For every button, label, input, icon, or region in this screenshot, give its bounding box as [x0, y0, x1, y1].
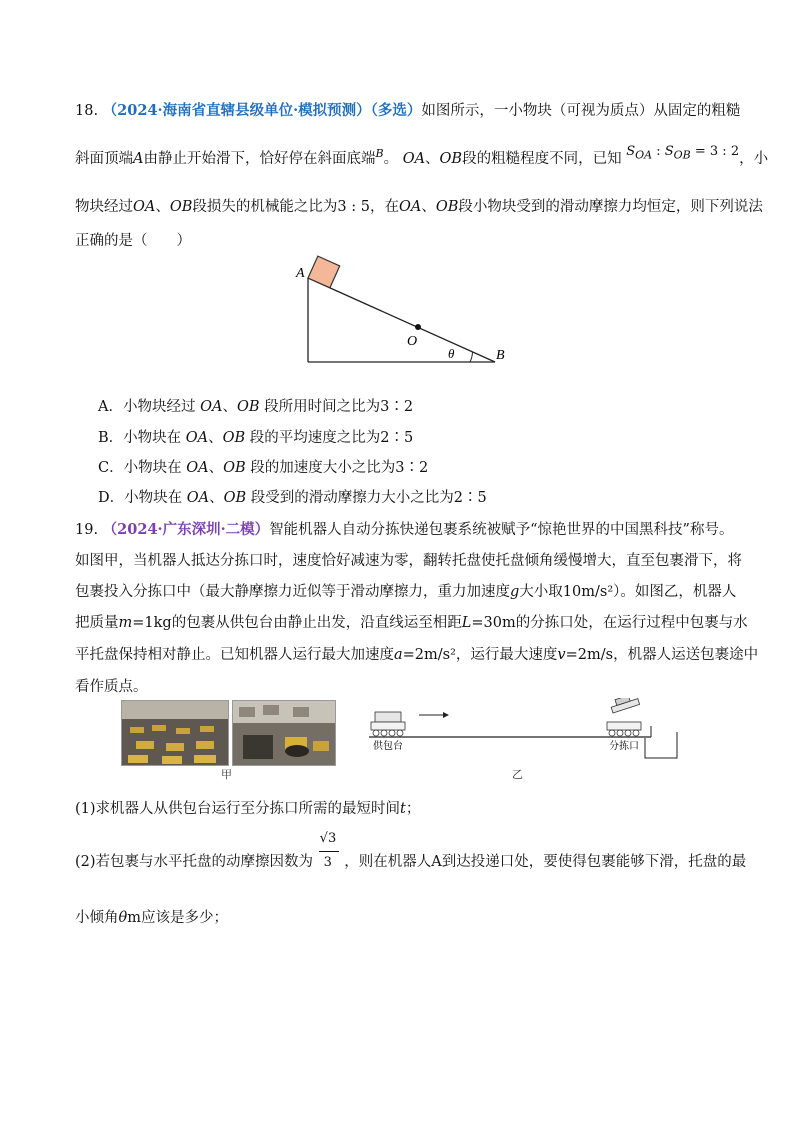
q19-text: 把质量 [75, 615, 119, 631]
q19-sub2 [75, 831, 747, 871]
robot-sort [607, 698, 641, 736]
q19-text: (2)若包裹与水平托盘的动摩擦因数为 [75, 854, 314, 870]
var-v: v [557, 647, 566, 663]
q19-text: =2m/s²，运行最大速度 [402, 647, 558, 663]
label-theta: θ [448, 346, 455, 361]
q18-line-1 [75, 99, 740, 120]
segment-ob: OB [222, 430, 246, 446]
segment-oa: OA [186, 490, 210, 506]
option-text: 小物块在 [123, 460, 182, 476]
chute-bin [645, 732, 677, 758]
q18-text: 。 [383, 151, 399, 167]
option-a[interactable] [98, 395, 413, 416]
q18-text: 正确的是（ ） [75, 233, 191, 249]
fraction-denominator: 3 [323, 855, 332, 870]
q19-number: 19. [75, 522, 99, 538]
q18-text: 物块经过 [75, 199, 133, 215]
segment-ob: OB [169, 199, 193, 215]
q18-line-3 [75, 195, 763, 216]
label-b: B [496, 348, 505, 363]
segment-ob: OB [439, 151, 463, 167]
photo-sorting-floor-2 [232, 700, 336, 766]
ratio-s: S [626, 144, 636, 159]
q19-line-5 [75, 643, 758, 664]
option-b[interactable] [98, 426, 413, 447]
q18-line-4 [75, 229, 191, 250]
segment-ob: OB [223, 460, 246, 476]
fraction-numerator: √3 [319, 831, 337, 846]
g-value: 10m/s² [562, 584, 614, 600]
q18-line1-text: 如图所示，一小物块（可视为质点）从固定的粗糙 [421, 103, 741, 119]
block [308, 256, 340, 288]
segment-oa: OA [402, 151, 426, 167]
q19-text: =2m/s，机器人运送包裹途中 [565, 647, 759, 663]
separator: 、 [155, 199, 170, 215]
q19-text: 看作质点。 [75, 679, 148, 695]
q19-line-2 [75, 549, 742, 570]
point-o-dot [415, 324, 421, 330]
option-letter: B． [98, 430, 124, 446]
ratio-sub-oa: OA [635, 148, 653, 162]
q19-line-3 [75, 580, 736, 601]
fraction-bar [319, 851, 339, 852]
q19-text: 大小取 [519, 584, 563, 600]
figure-label-yi: 乙 [512, 768, 523, 781]
option-letter: C． [98, 460, 124, 476]
q18-text: ，在 [369, 199, 399, 215]
option-text: 小物块在 [123, 430, 182, 446]
photo-sorting-floor-1 [121, 700, 229, 766]
q18-number: 18. [75, 103, 99, 119]
q19-text: ）。如图乙，机器人 [613, 584, 737, 600]
option-text: 小物块在 [124, 490, 183, 506]
segment-ob: OB [435, 199, 459, 215]
option-text: 段的加速度大小之比为3∶2 [250, 460, 429, 476]
var-g: g [510, 584, 520, 600]
separator: 、 [208, 460, 224, 476]
q19-line-1 [75, 518, 733, 539]
q18-line-2 [75, 144, 769, 170]
q18-source: （2024·海南省直辖县级单位·模拟预测）（多选） [102, 102, 422, 119]
energy-ratio: 3 : 5 [337, 199, 370, 215]
q18-text: 段的粗糙程度不同，已知 [462, 151, 622, 167]
figure-label-jia: 甲 [221, 768, 232, 781]
q19-text: ； [405, 801, 421, 817]
var-a: a [394, 647, 403, 663]
option-text: 段所用时间之比为3∶2 [264, 399, 414, 415]
segment-oa: OA [186, 460, 209, 476]
segment-oa: OA [398, 199, 422, 215]
q19-text: 如图甲，当机器人抵达分拣口时，速度恰好减速为零，翻转托盘使托盘倾角缓慢增大，直至包裹滑下，将 [75, 553, 742, 569]
ratio-colon: : [652, 144, 665, 159]
q19-text: (1)求机器人从供包台运行至分拣口所需的最短时间 [75, 801, 401, 817]
option-c[interactable] [98, 456, 428, 477]
robot-supply [371, 712, 405, 736]
incline-slope [308, 278, 495, 362]
var-m: m [118, 615, 133, 631]
q18-text: 段损失的机械能之比为 [192, 199, 338, 215]
q19-text: m应该是多少； [127, 910, 228, 926]
area-ratio-formula [626, 144, 740, 162]
segment-ob: OB [223, 490, 247, 506]
var-theta: θ [118, 910, 128, 926]
q19-text: 包裹投入分拣口中（最大静摩擦力近似等于滑动摩擦力，重力加速度 [75, 584, 510, 600]
option-text: 段受到的滑动摩擦力大小之比为2∶5 [250, 490, 487, 506]
q19-source: （2024·广东深圳·二模） [102, 521, 270, 538]
separator: 、 [222, 399, 237, 415]
separator: 、 [209, 490, 224, 506]
option-text: 段的平均速度之比为2∶5 [249, 430, 414, 446]
q19-sub2-cont [75, 906, 228, 927]
segment-oa: OA [200, 399, 223, 415]
label-supply-table: 供包台 [373, 741, 403, 752]
segment-ob: OB [236, 399, 260, 415]
q18-text: 由静止开始滑下，恰好停在斜面底端 [143, 151, 376, 167]
option-d[interactable] [98, 486, 487, 507]
q19-line-6 [75, 675, 148, 696]
label-a: A [296, 266, 305, 281]
angle-arc [470, 352, 473, 362]
q19-text: ，则在机器人A到达投递口处，要使得包裹能够下滑，托盘的最 [344, 854, 747, 870]
q19-text: 小倾角 [75, 910, 119, 926]
ratio-s: S [664, 144, 674, 159]
fraction-sqrt3-over-3 [318, 831, 340, 870]
q18-text: 斜面顶端 [75, 151, 133, 167]
q19-text: =1kg的包裹从供包台由静止出发，沿直线运至相距 [132, 615, 462, 631]
point-b-label: B [375, 147, 384, 161]
incline-diagram [290, 250, 520, 370]
separator: 、 [421, 199, 436, 215]
label-o: O [407, 334, 418, 349]
arrow-head [443, 712, 449, 718]
option-text: 小物块经过 [122, 399, 196, 415]
ratio-value: = 3 : 2 [690, 144, 740, 159]
q18-text: 段小物块受到的滑动摩擦力均恒定，则下列说法 [458, 199, 763, 215]
q19-text: 平托盘保持相对静止。已知机器人运行最大加速度 [75, 647, 394, 663]
option-letter: A． [98, 399, 123, 415]
robot-track-diagram [365, 698, 685, 760]
var-l: L [461, 615, 472, 631]
label-sorting-port: 分拣口 [609, 741, 639, 752]
option-letter: D． [98, 490, 125, 506]
segment-oa: OA [185, 430, 209, 446]
q19-line1-text: 智能机器人自动分拣快递包裹系统被赋予“惊艳世界的中国黑科技”称号。 [269, 522, 734, 538]
point-a-label: A [133, 151, 144, 167]
q19-text: =30m的分拣口处，在运行过程中包裹与水 [471, 615, 748, 631]
separator: 、 [425, 151, 440, 167]
q19-sub1 [75, 797, 420, 818]
ratio-sub-ob: OB [673, 148, 691, 162]
separator: 、 [208, 430, 223, 446]
q19-line-4 [75, 611, 748, 632]
segment-oa: OA [133, 199, 156, 215]
var-t: t [400, 801, 406, 817]
q18-text: ，小 [739, 151, 769, 167]
